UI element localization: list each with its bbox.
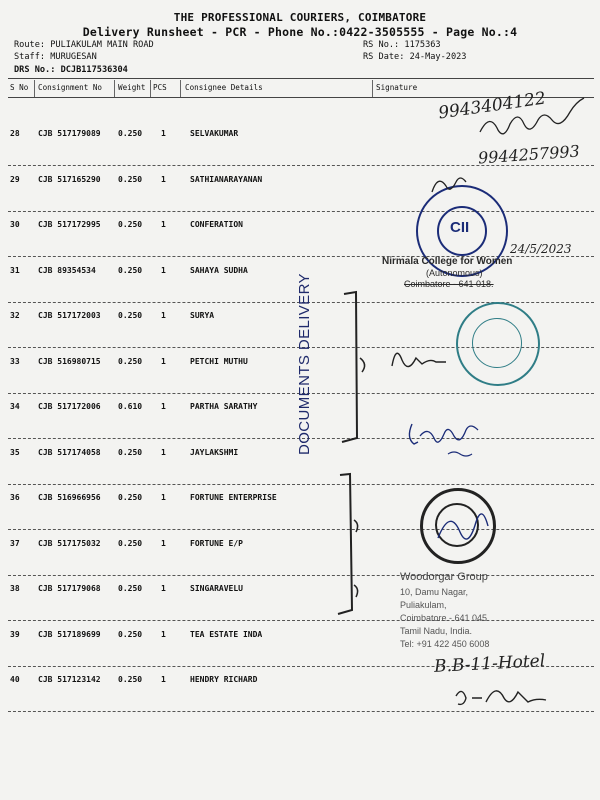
row-consignee: PARTHA SARATHY (190, 402, 258, 411)
company-title: THE PROFESSIONAL COURIERS, COIMBATORE (173, 11, 427, 24)
col-header-consignment: Consignment No (38, 83, 103, 92)
row-pcs: 1 (161, 493, 166, 502)
row-consignee: FORTUNE ENTERPRISE (190, 493, 277, 502)
col-header-weight: Weight (118, 83, 146, 92)
signature-jaylakshmi (404, 418, 494, 466)
table-row (8, 630, 594, 642)
row-pcs: 1 (161, 675, 166, 684)
row-consignment-no: CJB 517179089 (38, 129, 101, 138)
row-weight: 0.250 (118, 493, 143, 502)
row-pcs: 1 (161, 129, 166, 138)
row-consignment-no: CJB 517172006 (38, 402, 101, 411)
row-pcs: 1 (161, 402, 166, 411)
row-weight: 0.250 (118, 174, 143, 184)
staff-label: Staff: MURUGESAN (14, 52, 97, 62)
row-sno: 31 (10, 265, 20, 275)
signature-conferation (428, 172, 468, 198)
row-sno: 30 (10, 220, 20, 229)
nirmala-line-3: Coimbatore - 641 018. (404, 279, 494, 289)
row-pcs: 1 (161, 629, 166, 639)
row-pcs: 1 (161, 447, 166, 457)
documents-delivery-stamp: DOCUMENTS DELIVERY (296, 273, 313, 455)
row-separator (8, 620, 594, 621)
row-consignment-no: CJB 517123142 (38, 675, 101, 684)
signature-selvakumar (470, 92, 590, 142)
route-label: Route: PULIAKULAM MAIN ROAD (14, 40, 154, 50)
row-consignment-no: CJB 517179068 (38, 584, 101, 593)
table-row (8, 175, 594, 187)
row-sno: 28 (10, 129, 20, 138)
row-consignment-no: CJB 517189699 (38, 629, 101, 639)
handwritten-phone-2: 9944257993 (477, 141, 581, 168)
row-consignment-no: CJB 517172003 (38, 311, 101, 320)
row-sno: 39 (10, 629, 20, 639)
row-consignee: SELVAKUMAR (190, 129, 239, 138)
row-weight: 0.250 (118, 584, 143, 593)
row-consignee: SINGARAVELU (190, 584, 243, 593)
handwritten-phone-1: 9943404122 (437, 88, 548, 124)
col-header-pcs: PCS (153, 83, 167, 92)
row-weight: 0.250 (118, 447, 143, 457)
row-pcs: 1 (161, 265, 166, 275)
woodorgar-line-6: Tel: +91 422 450 6008 (400, 639, 490, 649)
signature-petchi-muthu (388, 340, 448, 370)
row-weight: 0.250 (118, 538, 143, 548)
row-pcs: 1 (161, 584, 166, 593)
row-sno: 37 (10, 538, 20, 548)
row-sno: 38 (10, 584, 20, 593)
row-weight: 0.250 (118, 220, 143, 229)
row-separator (8, 484, 594, 485)
row-weight: 0.610 (118, 402, 143, 411)
signature-fortune (432, 498, 492, 548)
row-weight: 0.250 (118, 311, 143, 320)
row-pcs: 1 (161, 538, 166, 548)
row-weight: 0.250 (118, 265, 143, 275)
woodorgar-line-3: Puliakulam, (400, 600, 447, 610)
bracket-mark (330, 470, 370, 620)
nirmala-line-2: (Autonomous) (426, 268, 483, 278)
rs-number: RS No.: 1175363 (363, 40, 441, 50)
table-row (8, 584, 594, 596)
row-weight: 0.250 (118, 356, 143, 366)
row-weight: 0.250 (118, 675, 143, 684)
col-header-sno: S No (10, 83, 29, 92)
row-pcs: 1 (161, 356, 166, 366)
bracket-mark (330, 288, 380, 448)
woodorgar-line-2: 10, Damu Nagar, (400, 587, 469, 597)
row-sno: 29 (10, 174, 20, 184)
woodorgar-line-4: Coimbatore - 641 045 (400, 613, 488, 623)
row-consignment-no: CJB 89354534 (38, 265, 96, 275)
rs-date: RS Date: 24-May-2023 (363, 52, 467, 62)
col-header-consignee: Consignee Details (185, 83, 263, 92)
row-consignee: CONFERATION (190, 220, 243, 229)
row-weight: 0.250 (118, 129, 143, 138)
row-pcs: 1 (161, 220, 166, 229)
runsheet-subtitle: Delivery Runsheet - PCR - Phone No.:0422-3505555 - Page No.:4 (82, 25, 518, 39)
row-sno: 32 (10, 311, 20, 320)
row-consignee: SURYA (190, 311, 215, 320)
row-consignee: JAYLAKSHMI (190, 447, 239, 457)
nirmala-line-1: Nirmala College for Women (382, 256, 513, 267)
row-consignment-no: CJB 517165290 (38, 174, 101, 184)
cii-logo-text: CII (450, 219, 470, 236)
row-consignment-no: CJB 516980715 (38, 356, 101, 366)
row-consignment-no: CJB 517172995 (38, 220, 101, 229)
row-consignee: SATHIANARAYANAN (190, 174, 263, 184)
row-consignment-no: CJB 516966956 (38, 493, 101, 502)
handwritten-bb-hotel: B.B-11-Hotel (433, 651, 546, 677)
nirmala-date: 24/5/2023 (510, 242, 572, 256)
row-sno: 35 (10, 447, 20, 457)
row-separator (8, 211, 594, 212)
row-consignee: PETCHI MUTHU (190, 356, 248, 366)
row-separator (8, 529, 594, 530)
row-consignee: SAHAYA SUDHA (190, 265, 248, 275)
table-row (8, 539, 594, 551)
row-pcs: 1 (161, 311, 166, 320)
col-header-signature: Signature (376, 83, 418, 92)
row-sno: 34 (10, 402, 20, 411)
row-weight: 0.250 (118, 629, 143, 639)
row-consignment-no: CJB 517175032 (38, 538, 101, 548)
row-pcs: 1 (161, 174, 166, 184)
row-consignee: HENDRY RICHARD (190, 675, 258, 684)
row-sno: 33 (10, 356, 20, 366)
woodorgar-line-5: Tamil Nadu, India. (400, 626, 473, 636)
woodorgar-line-1: Woodorgar Group (400, 571, 488, 583)
drs-number: DRS No.: DCJB117536304 (14, 65, 128, 75)
row-separator (8, 575, 594, 576)
header-rule (8, 78, 594, 79)
row-sno: 36 (10, 493, 20, 502)
row-consignment-no: CJB 517174058 (38, 447, 101, 457)
row-sno: 40 (10, 675, 20, 684)
row-consignee: FORTUNE E/P (190, 538, 243, 548)
row-consignee: TEA ESTATE INDA (190, 629, 263, 639)
hdfc-stamp (456, 302, 540, 386)
table-row (8, 493, 594, 505)
signature-hendry (452, 682, 552, 712)
